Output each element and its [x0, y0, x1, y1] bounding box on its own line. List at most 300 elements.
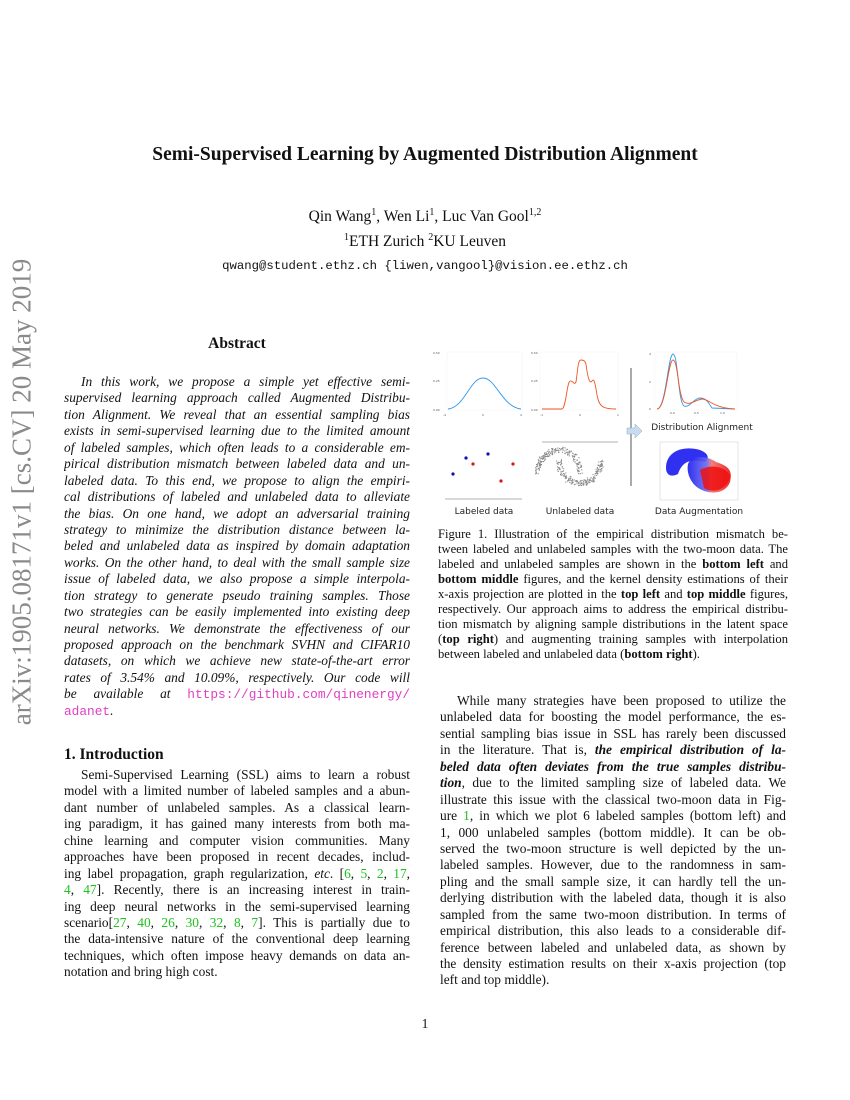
emphasized-text: top right — [442, 632, 494, 646]
unlabeled-point — [588, 481, 589, 482]
citation-link[interactable]: 1 — [463, 808, 470, 824]
unlabeled-point — [581, 485, 582, 486]
unlabeled-point — [556, 450, 557, 451]
text-line — [440, 709, 786, 725]
text-segment: , — [383, 865, 394, 881]
unlabeled-point — [599, 470, 600, 471]
unlabeled-point — [565, 478, 566, 479]
text-line — [64, 473, 410, 489]
author-affiliation-mark: 1 — [429, 207, 435, 218]
unlabeled-point — [580, 483, 581, 484]
text-line — [440, 792, 786, 808]
text-segment: between labeled and unlabeled data ( — [438, 647, 625, 661]
text-line — [64, 538, 410, 554]
citation-link[interactable]: 32 — [209, 914, 224, 930]
unlabeled-point — [598, 469, 599, 470]
unlabeled-point — [556, 460, 557, 461]
citation-link[interactable]: 30 — [185, 914, 199, 930]
text-line — [64, 703, 410, 719]
unlabeled-point — [578, 485, 579, 486]
unlabeled-point — [562, 466, 563, 467]
labeled-point-blue — [464, 456, 467, 459]
text-line — [64, 800, 410, 816]
unlabeled-point — [568, 454, 569, 455]
unlabeled-point — [535, 467, 536, 468]
text-line — [64, 849, 410, 865]
unlabeled-point — [557, 464, 558, 465]
unlabeled-point — [546, 456, 547, 457]
text-segment: tween labeled and unlabeled samples with the two-moon data. The — [438, 542, 788, 556]
unlabeled-point — [563, 476, 564, 477]
text-segment: ]. This is partially due to — [258, 914, 410, 930]
code-url-link[interactable]: https://github.com/qinenergy/ — [187, 687, 410, 703]
text-segment: , — [198, 914, 210, 930]
text-segment: tion mismatch by aligning sample distributions in the latent space — [438, 617, 788, 631]
unlabeled-point — [593, 479, 594, 480]
unlabeled-point — [576, 481, 577, 482]
unlabeled-point — [571, 450, 572, 451]
author-name: Qin Wang — [308, 208, 372, 226]
emphasized-text: etc — [314, 865, 330, 881]
unlabeled-point — [544, 453, 545, 454]
unlabeled-point — [575, 454, 576, 455]
citation-link[interactable]: 2 — [376, 865, 384, 881]
text-line — [440, 923, 786, 939]
text-segment: , in which we plot 6 labeled samples (bottom left) and — [469, 808, 786, 824]
text-segment: , — [70, 882, 84, 898]
text-line — [64, 621, 410, 637]
text-line — [64, 423, 410, 439]
text-line — [64, 407, 410, 423]
citation-link[interactable]: 7 — [251, 914, 259, 930]
unlabeled-point — [578, 462, 579, 463]
citation-link[interactable]: 4 — [64, 882, 71, 898]
text-segment: dant number of unlabeled samples. As a classical learn- — [64, 799, 410, 815]
text-line — [64, 767, 410, 783]
tick-label: 4 — [520, 413, 522, 417]
text-line — [438, 557, 788, 572]
unlabeled-point — [557, 463, 558, 464]
unlabeled-point — [565, 481, 566, 482]
labeled-point-red — [471, 462, 474, 465]
unlabeled-point — [569, 452, 570, 453]
text-line — [440, 956, 786, 972]
tick-label: 0 — [579, 413, 581, 417]
emphasized-text: bottom right — [624, 647, 693, 661]
unlabeled-point — [580, 464, 581, 465]
figure-caption — [438, 527, 788, 662]
affiliations — [0, 232, 850, 251]
unlabeled-point — [567, 452, 568, 453]
text-line — [438, 632, 788, 647]
unlabeled-point — [569, 476, 570, 477]
text-line — [440, 940, 786, 956]
unlabeled-point — [580, 473, 581, 474]
unlabeled-point — [564, 473, 565, 474]
text-line — [64, 390, 410, 406]
text-segment: ]. Recently, there is an increasing interest in train- — [96, 882, 410, 898]
text-segment: figures, — [745, 587, 788, 601]
text-line — [64, 571, 410, 587]
text-line — [64, 506, 410, 522]
unlabeled-point — [577, 463, 578, 464]
citation-link[interactable]: 27 — [113, 914, 127, 930]
unlabeled-point — [568, 479, 569, 480]
text-segment: works. On the other hand, to deal with the small sample size — [64, 554, 410, 570]
citation-link[interactable]: 47 — [83, 882, 97, 898]
unlabeled-point — [551, 453, 552, 454]
unlabeled-point — [560, 472, 561, 473]
text-segment: , — [350, 865, 361, 881]
unlabeled-point — [561, 448, 562, 449]
emphasized-text: tion — [440, 775, 462, 791]
citation-link[interactable]: 17 — [393, 865, 407, 881]
unlabeled-point — [575, 461, 576, 462]
unlabeled-point — [591, 480, 592, 481]
text-segment: unlabeled data for boosting the model performance, the es- — [440, 709, 786, 725]
unlabeled-point — [562, 474, 563, 475]
unlabeled-point — [548, 456, 549, 457]
unlabeled-point — [566, 449, 567, 450]
unlabeled-point — [578, 457, 579, 458]
unlabeled-point — [581, 469, 582, 470]
text-segment: , — [150, 914, 162, 930]
unlabeled-point — [540, 458, 541, 459]
unlabeled-point — [579, 471, 580, 472]
text-segment: ) and augmenting training samples with interpolation — [493, 632, 788, 646]
text-line — [440, 759, 786, 775]
text-segment: left and top middle). — [440, 972, 550, 988]
page-number: 1 — [421, 1016, 429, 1031]
text-line — [440, 726, 786, 742]
labeled-data-scatter — [445, 452, 522, 499]
section-heading-introduction: 1. Introduction — [64, 746, 164, 763]
text-segment: In this work, we propose a simple yet effective semi- — [81, 374, 410, 389]
text-line — [440, 972, 786, 988]
arxiv-identifier-stamp: arXiv:1905.08171v1 [cs.CV] 20 May 2019 — [6, 258, 37, 726]
text-line — [64, 833, 410, 849]
unlabeled-point — [580, 481, 581, 482]
unlabeled-point — [588, 479, 589, 480]
text-segment: beled and unlabeled data as inspired by domain adaptation — [64, 538, 410, 554]
text-segment: of labeled samples, which often leads to a considerable em- — [64, 439, 410, 455]
unlabeled-point — [548, 452, 549, 453]
text-line — [64, 588, 410, 604]
text-line — [438, 542, 788, 557]
unlabeled-point — [564, 453, 565, 454]
unlabeled-point — [580, 467, 581, 468]
unlabeled-point — [587, 479, 588, 480]
unlabeled-point — [589, 482, 590, 483]
unlabeled-point — [549, 454, 550, 455]
unlabeled-data-scatter — [535, 442, 618, 486]
text-segment: respectively. Our approach aims to address the empirical distribu- — [438, 602, 788, 616]
text-line — [438, 647, 788, 662]
unlabeled-point — [561, 460, 562, 461]
text-segment: Semi-Supervised Learning (SSL) aims to learn a robust — [81, 767, 410, 782]
text-segment: notation and bring high cost. — [64, 964, 218, 980]
unlabeled-point — [539, 457, 540, 458]
unlabeled-point — [602, 461, 603, 462]
text-segment: scenario[ — [64, 914, 114, 930]
text-segment: rates of 3.54% and 10.09%, respectively. Our code will — [64, 669, 410, 685]
unlabeled-point — [544, 458, 545, 459]
text-segment: issue of labeled data, we also propose a simple interpola- — [64, 571, 410, 587]
unlabeled-point — [597, 473, 598, 474]
unlabeled-point — [574, 479, 575, 480]
text-line — [64, 637, 410, 653]
unlabeled-point — [593, 480, 594, 481]
text-segment: ( — [438, 632, 443, 646]
tick-label: 0.50 — [531, 351, 538, 355]
unlabeled-point — [552, 452, 553, 453]
unlabeled-point — [569, 480, 570, 481]
tick-label: -1 — [540, 413, 543, 417]
unlabeled-point — [577, 466, 578, 467]
text-segment: labeled and unlabeled samples are shown in the — [438, 557, 703, 571]
unlabeled-point — [541, 458, 542, 459]
unlabeled-point — [577, 464, 578, 465]
text-line — [64, 783, 410, 799]
text-segment: two strategies can be easily implemented into existing deep — [64, 604, 410, 620]
citation-link[interactable]: 26 — [161, 914, 175, 930]
unlabeled-point — [574, 459, 575, 460]
tick-label: 0.00 — [433, 408, 440, 412]
text-line — [440, 841, 786, 857]
unlabeled-point — [537, 466, 538, 467]
text-segment: and — [763, 557, 788, 571]
text-segment: , — [174, 914, 186, 930]
text-segment: derlying distribution with the labeled data, though it is also — [440, 890, 786, 906]
unlabeled-point — [595, 478, 596, 479]
unlabeled-point — [585, 480, 586, 481]
labeled-point-blue — [451, 472, 454, 475]
unlabeled-point — [581, 466, 582, 467]
text-line — [438, 617, 788, 632]
unlabeled-point — [587, 477, 588, 478]
citation-link[interactable]: 40 — [137, 914, 151, 930]
kde-labeled-plot — [433, 351, 522, 417]
label-data-augmentation: Data Augmentation — [654, 507, 744, 517]
unlabeled-point — [577, 483, 578, 484]
unlabeled-point — [549, 455, 550, 456]
emphasized-text: the empirical distribution of la- — [594, 742, 786, 758]
text-segment: labeled samples. However, due to the randomness in sam- — [440, 857, 786, 873]
unlabeled-point — [543, 455, 544, 456]
unlabeled-point — [572, 482, 573, 483]
unlabeled-point — [563, 447, 564, 448]
unlabeled-point — [586, 482, 587, 483]
unlabeled-point — [571, 480, 572, 481]
unlabeled-point — [538, 462, 539, 463]
citation-link[interactable]: 6 — [344, 865, 351, 881]
unlabeled-point — [600, 466, 601, 467]
text-segment: , — [126, 914, 138, 930]
unlabeled-point — [559, 448, 560, 449]
text-segment: ing paradigm, it has gained many interests from both ma- — [64, 816, 410, 832]
unlabeled-point — [572, 455, 573, 456]
citation-link[interactable]: 8 — [233, 914, 241, 930]
unlabeled-point — [557, 469, 558, 470]
unlabeled-point — [538, 459, 539, 460]
labeled-point-red — [511, 462, 514, 465]
unlabeled-point — [592, 478, 593, 479]
unlabeled-point — [567, 480, 568, 481]
affiliation-name: KU Leuven — [433, 233, 506, 251]
unlabeled-point — [575, 481, 576, 482]
unlabeled-point — [593, 476, 594, 477]
unlabeled-point — [594, 475, 595, 476]
text-line — [64, 670, 410, 686]
unlabeled-point — [582, 473, 583, 474]
unlabeled-point — [581, 480, 582, 481]
text-line — [64, 931, 410, 947]
unlabeled-point — [565, 476, 566, 477]
text-line — [64, 686, 410, 702]
text-line — [440, 825, 786, 841]
data-augmentation-plot — [660, 442, 738, 500]
text-segment: neural networks. We demonstrate the effectiveness of our — [64, 620, 410, 636]
text-line — [64, 653, 410, 669]
text-segment: proposed approach on the benchmark SVHN and CIFAR10 — [64, 637, 410, 652]
text-line — [64, 915, 410, 931]
text-segment: served the two-moon structure is well depicted by the un- — [440, 840, 786, 856]
text-segment: sential sampling bias issue in SSL has rarely been discussed — [440, 725, 786, 741]
text-segment: , due to the limited sampling size of labeled data. We — [461, 775, 786, 791]
unlabeled-point — [596, 469, 597, 470]
text-line — [64, 816, 410, 832]
unlabeled-point — [564, 475, 565, 476]
text-segment: tion Alignment. We reveal that an essential sampling bias — [64, 406, 410, 422]
code-url-link[interactable]: adanet — [64, 703, 111, 719]
figure-1 — [420, 340, 780, 530]
unlabeled-point — [545, 459, 546, 460]
unlabeled-point — [535, 469, 536, 470]
text-line — [64, 866, 410, 882]
unlabeled-point — [563, 470, 564, 471]
tick-label: 0.5 — [694, 411, 699, 415]
unlabeled-point — [581, 482, 582, 483]
citation-link[interactable]: 5 — [360, 865, 368, 881]
text-segment: supervised learning approach called Augmented Distribu- — [64, 390, 410, 406]
text-line — [64, 555, 410, 571]
tick-label: -4 — [443, 413, 446, 417]
text-segment: ing deep neural networks in the semi-supervised learning — [64, 898, 410, 914]
text-segment: . — [110, 702, 114, 718]
unlabeled-point — [541, 461, 542, 462]
text-line — [64, 964, 410, 980]
text-line — [440, 693, 786, 709]
text-segment: the data-intensive nature of the conventional deep learning — [64, 931, 410, 947]
unlabeled-point — [601, 465, 602, 466]
unlabeled-point — [578, 464, 579, 465]
text-segment: in the literature. That is, — [440, 742, 595, 758]
tick-label: 4 — [649, 352, 651, 356]
unlabeled-point — [548, 453, 549, 454]
unlabeled-point — [560, 449, 561, 450]
unlabeled-point — [573, 456, 574, 457]
unlabeled-point — [562, 471, 563, 472]
label-unlabeled-data: Unlabeled data — [545, 507, 615, 517]
unlabeled-point — [573, 460, 574, 461]
unlabeled-point — [562, 452, 563, 453]
text-segment: empirical distribution, this also leads to a considerable dif- — [440, 923, 786, 939]
affiliation-mark: 1 — [344, 232, 350, 243]
text-line — [64, 489, 410, 505]
unlabeled-point — [589, 479, 590, 480]
tick-label: 1 — [617, 413, 619, 417]
unlabeled-point — [558, 450, 559, 451]
unlabeled-point — [573, 453, 574, 454]
arrow-right-icon — [627, 424, 642, 438]
text-segment: tion strategy to generate pseudo training samples. Those — [64, 587, 410, 603]
text-line — [440, 742, 786, 758]
unlabeled-point — [574, 455, 575, 456]
unlabeled-point — [598, 461, 599, 462]
emphasized-text: bottom middle — [438, 572, 519, 586]
unlabeled-point — [579, 462, 580, 463]
unlabeled-point — [578, 482, 579, 483]
text-segment: strategy to minimize the distribution distance between la- — [64, 521, 410, 537]
unlabeled-point — [573, 458, 574, 459]
unlabeled-point — [547, 451, 548, 452]
text-line — [64, 522, 410, 538]
text-line — [64, 948, 410, 964]
unlabeled-point — [569, 479, 570, 480]
unlabeled-point — [574, 484, 575, 485]
text-line — [440, 907, 786, 923]
unlabeled-point — [554, 449, 555, 450]
unlabeled-point — [576, 454, 577, 455]
tick-label: 0.50 — [433, 351, 440, 355]
unlabeled-point — [555, 448, 556, 449]
unlabeled-point — [545, 456, 546, 457]
unlabeled-point — [550, 452, 551, 453]
text-segment: sampled from the same two-moon distribution. In terms of — [440, 906, 786, 922]
unlabeled-point — [560, 469, 561, 470]
unlabeled-point — [552, 448, 553, 449]
abstract-heading: Abstract — [208, 335, 266, 352]
emphasized-text: bottom left — [702, 557, 764, 571]
text-segment: 1, 000 unlabeled samples (bottom middle). It can be ob- — [440, 824, 786, 840]
unlabeled-point — [538, 460, 539, 461]
text-line — [438, 587, 788, 602]
unlabeled-point — [536, 473, 537, 474]
text-line — [440, 874, 786, 890]
unlabeled-point — [583, 483, 584, 484]
text-segment: illustrate this issue with the classical two-moon data in Fig- — [440, 791, 786, 807]
text-segment: labeled data. To this end, we propose to align the empiri- — [64, 472, 410, 488]
unlabeled-point — [560, 464, 561, 465]
unlabeled-point — [583, 484, 584, 485]
unlabeled-point — [578, 468, 579, 469]
unlabeled-point — [576, 463, 577, 464]
labeled-point-blue — [486, 452, 489, 455]
unlabeled-point — [577, 468, 578, 469]
text-segment: , — [406, 865, 410, 881]
unlabeled-point — [561, 462, 562, 463]
text-segment: ing label propagation, graph regularization, — [64, 865, 315, 881]
text-line — [440, 808, 786, 824]
text-segment: While many strategies have been proposed to utilize the — [457, 693, 786, 708]
unlabeled-point — [579, 485, 580, 486]
emphasized-text: beled data often deviates from the true samples distribu- — [440, 758, 786, 774]
text-segment: be available at — [64, 686, 188, 702]
paper-title: Semi-Supervised Learning by Augmented Distribution Alignment — [152, 144, 698, 165]
unlabeled-point — [600, 469, 601, 470]
text-line — [64, 440, 410, 456]
author-name: Wen Li — [383, 208, 430, 226]
